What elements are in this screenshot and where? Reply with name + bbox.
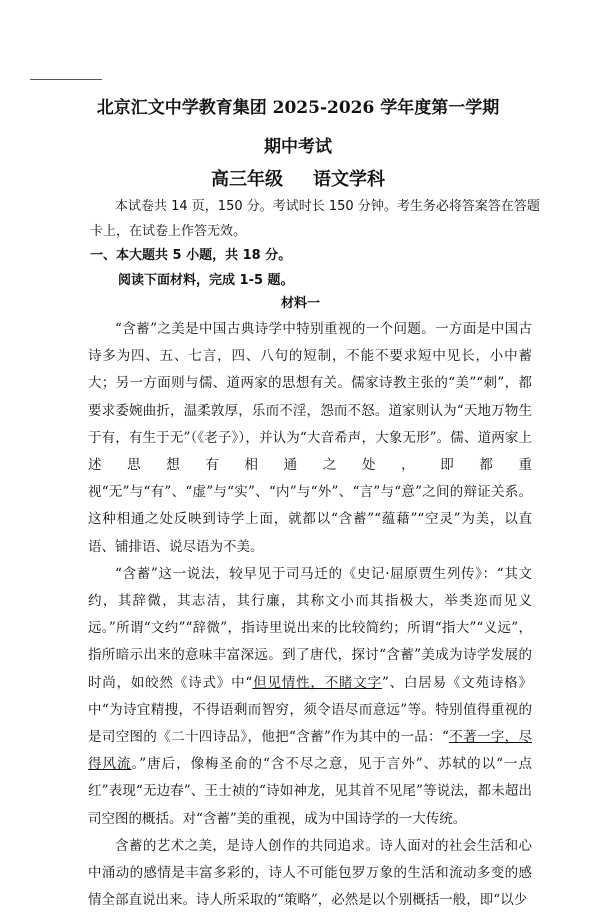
grade-label: 高三年级	[211, 169, 283, 190]
section-instruction: 阅读下面材料，完成 1-5 题。	[118, 273, 294, 288]
material-title: 材料一	[281, 296, 321, 311]
exam-title: 北京汇文中学教育集团 2025-2026 学年度第一学期	[96, 98, 500, 118]
passage	[88, 316, 532, 914]
passage-p2-part-b: ”、白居易《文苑诗格》中“为诗宜精搜，不得语剩而智穷，须令语尽而意远”等。特别值得重视的是司空图的《二十四诗品》，他把“含蓄”作为其中的一品：“	[88, 674, 532, 746]
notice-line-2: 卡上，在试卷上作答无效。	[90, 224, 247, 239]
notice-line-1: 本试卷共 14 页，150 分。考试时长 150 分钟。考生务必将答案答在答题	[115, 199, 540, 214]
passage-paragraph-3: 含蓄的艺术之美，是诗人创作的共同追求。诗人面对的社会生活和心中涌动的感情是丰富多彩的，诗人不可能包罗万象的生活和流动多变的感情全部直说出来。诗人所采取的“策略”，必然是以个别概括一般，即“以少	[88, 837, 532, 909]
grade-subject	[0, 165, 596, 191]
subject-label: 语文学科	[313, 169, 385, 190]
exam-subtitle: 期中考试	[264, 137, 332, 157]
quote-underlined-1: 但见情性，不睹文字	[252, 674, 382, 691]
passage-paragraph-2	[88, 561, 532, 833]
passage-p2-part-a: “含蓄”这一说法，较早见于司马迁的《史记·屈原贾生列传》：“其文约，其辞微，其志洁，其行廉，其称文小而其指极大，举类迩而见义远。”所谓“文约”“辞微”，指诗里说出来的比较简约；所谓“指大”“义远”，指所暗示出来的意味丰富深远。到了唐代，探讨“含蓄”美成为诗学发展的时尚，如皎然《诗式》中“	[88, 565, 532, 691]
section-heading: 一、本大题共 5 小题，共 18 分。	[90, 248, 292, 263]
header-rule	[30, 79, 102, 80]
quote-underlined-2: 不著一字，尽得风流	[88, 729, 532, 773]
passage-paragraph-1: “含蓄”之美是中国古典诗学中特别重视的一个问题。一方面是中国古诗多为四、五、七言，四、八句的短制，不能不要求短中见长，小中蓄大；另一方面则与儒、道两家的思想有关。儒家诗教主张的“美”“刺”，都要求委婉曲折，温柔敦厚，乐而不淫，怨而不怒。道家则认为“天地万物生于有，有生于无”（《老子》），并认为“大音希声，大象无形”。儒、道两家上述思想有相通之处，即都重视“无”与“有”、“虚”与“实”、“内”与“外”、“言”与“意”之间的辩证关系。这种相通之处反映到诗学上面，就都以“含蓄”“蕴藉”“空灵”为美，以直语、铺排语、说尽语为不美。	[88, 321, 532, 555]
passage-p2-part-c: 。”唐后，像梅圣俞的“含不尽之意，见于言外”、苏轼的以“一点红”表现“无边春”、王士祯的“诗如神龙，见其首不见尾”等说法，都未超出司空图的概括。对“含蓄”美的重视，成为中国诗学的一大传统。	[88, 756, 532, 827]
